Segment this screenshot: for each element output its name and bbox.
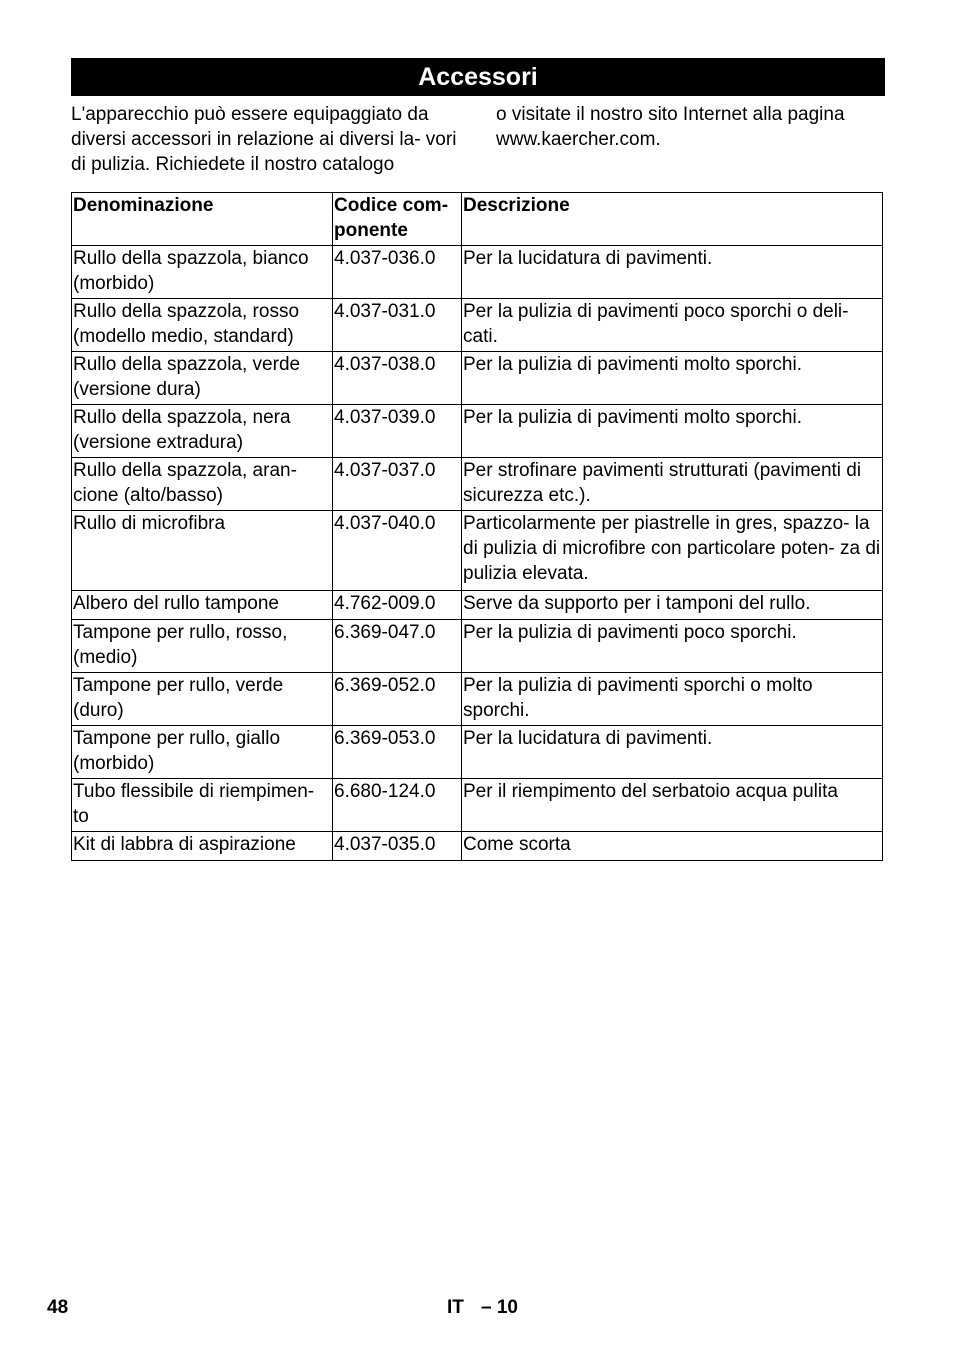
cell-name: Rullo della spazzola, verde (versione dura) — [72, 352, 333, 405]
page-title: Accessori — [71, 58, 885, 96]
cell-name: Rullo della spazzola, rosso (modello medio, standard) — [72, 299, 333, 352]
cell-name: Tubo flessibile di riempimen- to — [72, 779, 333, 832]
cell-name: Tampone per rullo, giallo (morbido) — [72, 726, 333, 779]
cell-name: Tampone per rullo, verde (duro) — [72, 673, 333, 726]
cell-desc: Particolarmente per piastrelle in gres, spazzo- la di pulizia di microfibre con particolare poten- za di pulizia elevata. — [462, 511, 883, 591]
table-row — [72, 405, 883, 458]
intro-text-left: L'apparecchio può essere equipaggiato da diversi accessori in relazione ai diversi la- vori di pulizia. Richiedete il nostro catalogo — [71, 104, 457, 175]
table-row — [72, 673, 883, 726]
intro-text-right: o visitate il nostro sito Internet alla pagina www.kaercher.com. — [496, 104, 845, 150]
cell-desc: Per la pulizia di pavimenti poco sporchi o deli- cati. — [462, 299, 883, 352]
cell-code: 4.037-040.0 — [333, 511, 462, 591]
cell-code: 6.369-052.0 — [333, 673, 462, 726]
page-number: 48 — [47, 1297, 69, 1318]
cell-desc: Per la pulizia di pavimenti molto sporchi. — [462, 405, 883, 458]
cell-name: Rullo di microfibra — [72, 511, 333, 591]
cell-name: Rullo della spazzola, nera (versione extradura) — [72, 405, 333, 458]
table-row — [72, 352, 883, 405]
cell-desc: Serve da supporto per i tamponi del rullo. — [462, 591, 883, 620]
cell-code: 6.680-124.0 — [333, 779, 462, 832]
table-header-row — [72, 193, 883, 246]
cell-desc: Per la lucidatura di pavimenti. — [462, 246, 883, 299]
header-codice: Codice com- ponente — [333, 193, 462, 246]
header-descrizione: Descrizione — [462, 193, 883, 246]
cell-desc: Per la pulizia di pavimenti sporchi o molto sporchi. — [462, 673, 883, 726]
cell-desc: Per la pulizia di pavimenti poco sporchi. — [462, 620, 883, 673]
table-row — [72, 832, 883, 861]
cell-name: Tampone per rullo, rosso, (medio) — [72, 620, 333, 673]
cell-code: 6.369-053.0 — [333, 726, 462, 779]
cell-code: 4.037-039.0 — [333, 405, 462, 458]
cell-desc: Per la pulizia di pavimenti molto sporchi. — [462, 352, 883, 405]
cell-name: Kit di labbra di aspirazione — [72, 832, 333, 861]
cell-code: 4.037-037.0 — [333, 458, 462, 511]
table-row — [72, 511, 883, 591]
cell-desc: Per il riempimento del serbatoio acqua pulita — [462, 779, 883, 832]
cell-code: 4.037-038.0 — [333, 352, 462, 405]
cell-code: 4.037-036.0 — [333, 246, 462, 299]
table-row — [72, 620, 883, 673]
cell-code: 4.762-009.0 — [333, 591, 462, 620]
language-code: IT — [447, 1297, 464, 1318]
table-row — [72, 458, 883, 511]
table-row — [72, 779, 883, 832]
cell-name: Rullo della spazzola, aran- cione (alto/basso) — [72, 458, 333, 511]
cell-name: Albero del rullo tampone — [72, 591, 333, 620]
cell-desc: Per la lucidatura di pavimenti. — [462, 726, 883, 779]
accessories-table — [71, 192, 883, 861]
table-row — [72, 246, 883, 299]
cell-desc: Per strofinare pavimenti strutturati (pavimenti di sicurezza etc.). — [462, 458, 883, 511]
cell-desc: Come scorta — [462, 832, 883, 861]
cell-code: 6.369-047.0 — [333, 620, 462, 673]
table-row — [72, 726, 883, 779]
table-row — [72, 591, 883, 620]
header-denominazione: Denominazione — [72, 193, 333, 246]
sub-page-number: – 10 — [481, 1297, 518, 1318]
cell-code: 4.037-031.0 — [333, 299, 462, 352]
cell-code: 4.037-035.0 — [333, 832, 462, 861]
cell-name: Rullo della spazzola, bianco (morbido) — [72, 246, 333, 299]
table-row — [72, 299, 883, 352]
